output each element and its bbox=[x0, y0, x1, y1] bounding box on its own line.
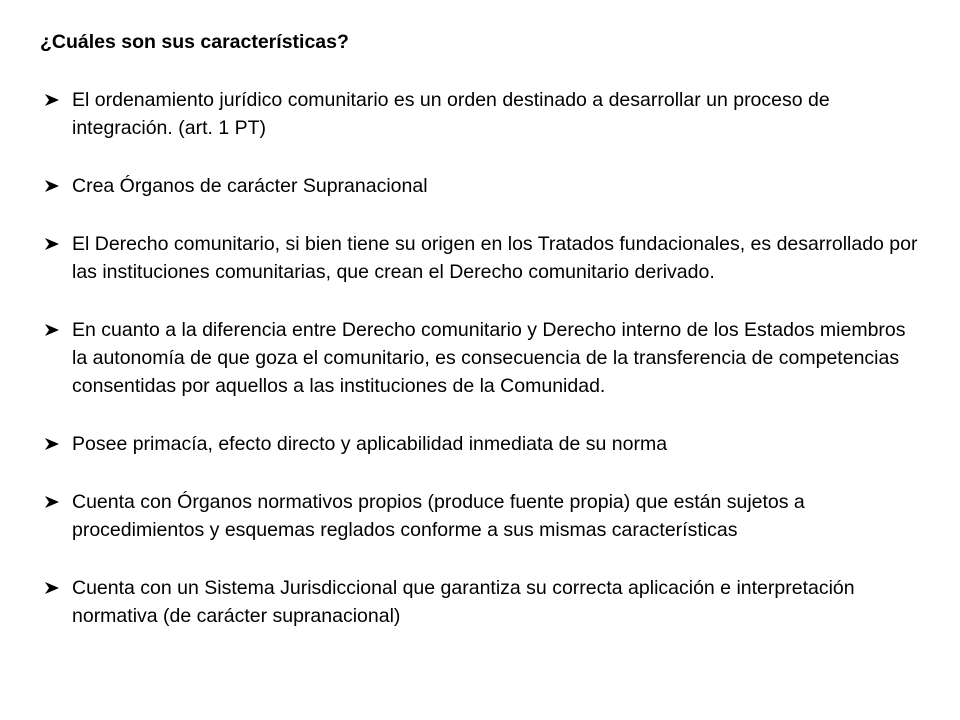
bullet-text: El ordenamiento jurídico comunitario es un orden destinado a desarrollar un proceso de integración. (art. 1 PT) bbox=[72, 89, 830, 139]
bullet-text: Crea Órganos de carácter Supranacional bbox=[72, 175, 428, 197]
bullet-list bbox=[44, 86, 924, 660]
arrow-bullet-icon bbox=[44, 172, 64, 200]
bullet-text: Posee primacía, efecto directo y aplicabilidad inmediata de su norma bbox=[72, 433, 668, 455]
arrow-bullet-icon bbox=[44, 574, 64, 602]
bullet-text: Cuenta con Órganos normativos propios (produce fuente propia) que están sujetos a procedimientos y esquemas reglados conforme a sus mismas características bbox=[72, 491, 805, 541]
bullet-text: En cuanto a la diferencia entre Derecho comunitario y Derecho interno de los Estados miembros la autonomía de que goza el comunitario, es consecuencia de la transferencia de competencias consentidas por aquellos a las instituciones de la Comunidad. bbox=[72, 319, 906, 397]
bullet-item bbox=[44, 86, 924, 142]
bullet-item bbox=[44, 430, 924, 458]
bullet-text: Cuenta con un Sistema Jurisdiccional que garantiza su correcta aplicación e interpretación normativa (de carácter supranacional) bbox=[72, 577, 855, 627]
arrow-bullet-icon bbox=[44, 316, 64, 344]
arrow-bullet-icon bbox=[44, 430, 64, 458]
bullet-text: El Derecho comunitario, si bien tiene su origen en los Tratados fundacionales, es desarrollado por las instituciones comunitarias, que crean el Derecho comunitario derivado. bbox=[72, 233, 918, 283]
bullet-item bbox=[44, 172, 924, 200]
bullet-item bbox=[44, 316, 924, 400]
arrow-bullet-icon bbox=[44, 488, 64, 516]
bullet-item bbox=[44, 574, 924, 630]
bullet-item bbox=[44, 488, 924, 544]
arrow-bullet-icon bbox=[44, 230, 64, 258]
bullet-item bbox=[44, 230, 924, 286]
arrow-bullet-icon bbox=[44, 86, 64, 114]
slide-title: ¿Cuáles son sus características? bbox=[40, 31, 349, 53]
